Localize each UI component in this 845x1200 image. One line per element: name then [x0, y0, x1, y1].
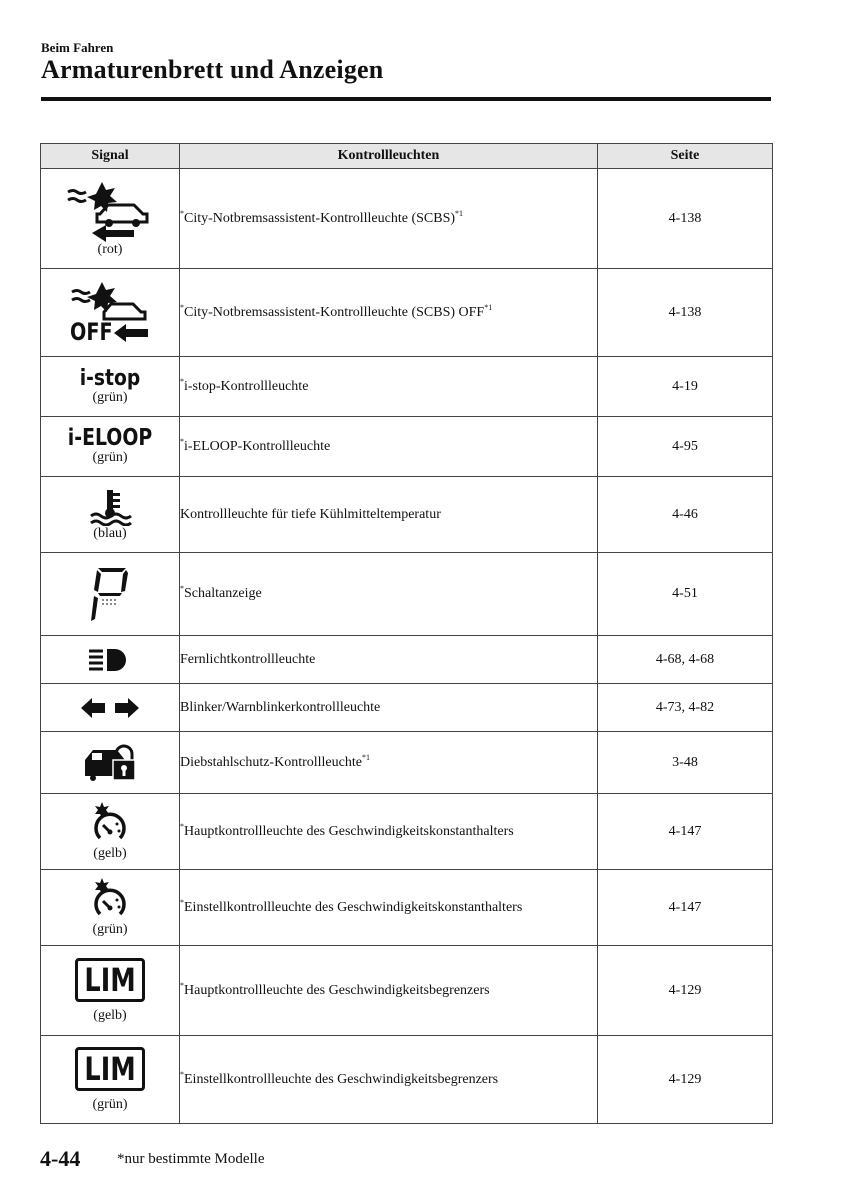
signal-cell: [41, 269, 180, 357]
description-text: Einstellkontrollleuchte des Geschwindigkeitsbegrenzers: [184, 1071, 499, 1087]
table-row: [41, 794, 773, 870]
model-mark: *: [180, 436, 184, 446]
page-ref: 3-48: [598, 732, 773, 794]
column-header-lights: Kontrollleuchten: [180, 144, 598, 169]
footnote: *nur bestimmte Modelle: [117, 1151, 265, 1167]
table-row: [41, 357, 773, 417]
model-mark: *: [180, 821, 184, 831]
i-eloop-icon: i-ELOOP: [67, 425, 153, 451]
coolant-temperature-icon: [88, 488, 132, 526]
signal-cell: [41, 169, 180, 269]
description-text: Blinker/Warnblinkerkontrollleuchte: [180, 699, 381, 715]
page-ref: 4-68, 4-68: [598, 636, 773, 684]
gear-indicator-icon: [88, 564, 132, 624]
description-cell: [180, 870, 598, 946]
page-ref: 4-129: [598, 946, 773, 1036]
speed-limiter-icon: [75, 958, 145, 1002]
page-ref: 4-51: [598, 553, 773, 636]
model-mark: *: [180, 208, 184, 218]
page-ref: 4-73, 4-82: [598, 684, 773, 732]
turn-signal-icon: [81, 697, 139, 719]
signal-color: (grün): [92, 921, 128, 937]
description-cell: [180, 169, 598, 269]
description-cell: [180, 553, 598, 636]
page-ref: 4-138: [598, 269, 773, 357]
signal-cell: [41, 357, 180, 417]
page-ref: 4-138: [598, 169, 773, 269]
description-text: Kontrollleuchte für tiefe Kühlmitteltemperatur: [180, 506, 441, 522]
table-row: [41, 946, 773, 1036]
model-mark: *: [180, 980, 184, 990]
signal-color: (grün): [92, 389, 128, 405]
warning-lights-table: [40, 143, 773, 1124]
signal-color: (gelb): [93, 845, 127, 861]
description-text: Hauptkontrollleuchte des Geschwindigkeitsbegrenzers: [184, 982, 490, 998]
scbs-off-icon: [70, 280, 150, 346]
table-row: [41, 417, 773, 477]
model-mark: *: [180, 376, 184, 386]
description-cell: [180, 684, 598, 732]
signal-color: (blau): [93, 525, 127, 541]
lim-label: LIM: [84, 960, 136, 999]
page-number: 4-44: [40, 1146, 81, 1171]
lim-label: LIM: [84, 1049, 136, 1088]
table-row: [41, 636, 773, 684]
page-ref: 4-19: [598, 357, 773, 417]
description-text: City-Notbremsassistent-Kontrollleuchte (SCBS) OFF: [184, 304, 485, 320]
page-ref: 4-46: [598, 477, 773, 553]
signal-color: (grün): [92, 450, 128, 465]
model-mark: *: [180, 897, 184, 907]
signal-color: (rot): [97, 241, 123, 257]
signal-cell: [41, 870, 180, 946]
page-ref: 4-129: [598, 1036, 773, 1124]
i-stop-icon: i-stop: [79, 365, 141, 391]
description-cell: [180, 477, 598, 553]
model-mark: *: [180, 1069, 184, 1079]
footnote-ref: *1: [484, 302, 493, 312]
off-label: OFF: [70, 317, 113, 346]
description-cell: [180, 732, 598, 794]
column-header-signal: Signal: [41, 144, 180, 169]
description-text: Schaltanzeige: [184, 586, 262, 601]
signal-cell: [41, 1036, 180, 1124]
section-label: Beim Fahren: [41, 40, 114, 55]
description-text: City-Notbremsassistent-Kontrollleuchte (SCBS): [184, 210, 456, 226]
description-text: Hauptkontrollleuchte des Geschwindigkeitskonstanthalters: [184, 823, 514, 839]
signal-cell: [41, 732, 180, 794]
signal-cell: [41, 684, 180, 732]
table-row: [41, 732, 773, 794]
signal-cell: [41, 636, 180, 684]
description-cell: [180, 636, 598, 684]
description-cell: [180, 269, 598, 357]
cruise-control-icon: [90, 802, 130, 846]
description-text: Diebstahlschutz-Kontrollleuchte: [180, 754, 362, 770]
table-row: [41, 269, 773, 357]
table-row: [41, 1036, 773, 1124]
table-row: [41, 169, 773, 269]
table-row: [41, 477, 773, 553]
model-mark: *: [180, 302, 184, 312]
scbs-icon: [62, 180, 158, 242]
description-text: Fernlichtkontrollleuchte: [180, 651, 316, 667]
footnote-ref: *1: [455, 208, 464, 218]
high-beam-icon: [87, 647, 133, 673]
column-header-page: Seite: [598, 144, 773, 169]
page-ref: 4-95: [598, 417, 773, 477]
anti-theft-lock-icon: [83, 744, 137, 782]
model-mark: *: [180, 584, 184, 593]
description-text: i-stop-Kontrollleuchte: [184, 378, 309, 394]
description-text: i-ELOOP-Kontrollleuchte: [184, 438, 331, 454]
signal-cell: [41, 417, 180, 477]
arrow-left-icon: [114, 324, 148, 342]
speed-limiter-icon: [75, 1047, 145, 1091]
title-rule: [41, 97, 771, 101]
signal-color: (gelb): [93, 1007, 127, 1023]
scbs-symbol: [70, 280, 150, 322]
page-ref: 4-147: [598, 794, 773, 870]
footnote-ref: *1: [361, 752, 370, 762]
table-row: [41, 870, 773, 946]
description-text: Einstellkontrollleuchte des Geschwindigkeitskonstanthalters: [184, 899, 523, 915]
signal-cell: [41, 553, 180, 636]
description-cell: [180, 1036, 598, 1124]
signal-color: (grün): [92, 1096, 128, 1112]
description-cell: [180, 794, 598, 870]
page-title: Armaturenbrett und Anzeigen: [41, 55, 384, 84]
description-cell: [180, 946, 598, 1036]
description-cell: [180, 357, 598, 417]
cruise-control-icon: [90, 878, 130, 922]
page-ref: 4-147: [598, 870, 773, 946]
signal-cell: [41, 946, 180, 1036]
description-cell: [180, 417, 598, 477]
signal-cell: [41, 477, 180, 553]
table-row: [41, 684, 773, 732]
signal-cell: [41, 794, 180, 870]
table-header-row: [41, 144, 773, 169]
table-row: [41, 553, 773, 636]
